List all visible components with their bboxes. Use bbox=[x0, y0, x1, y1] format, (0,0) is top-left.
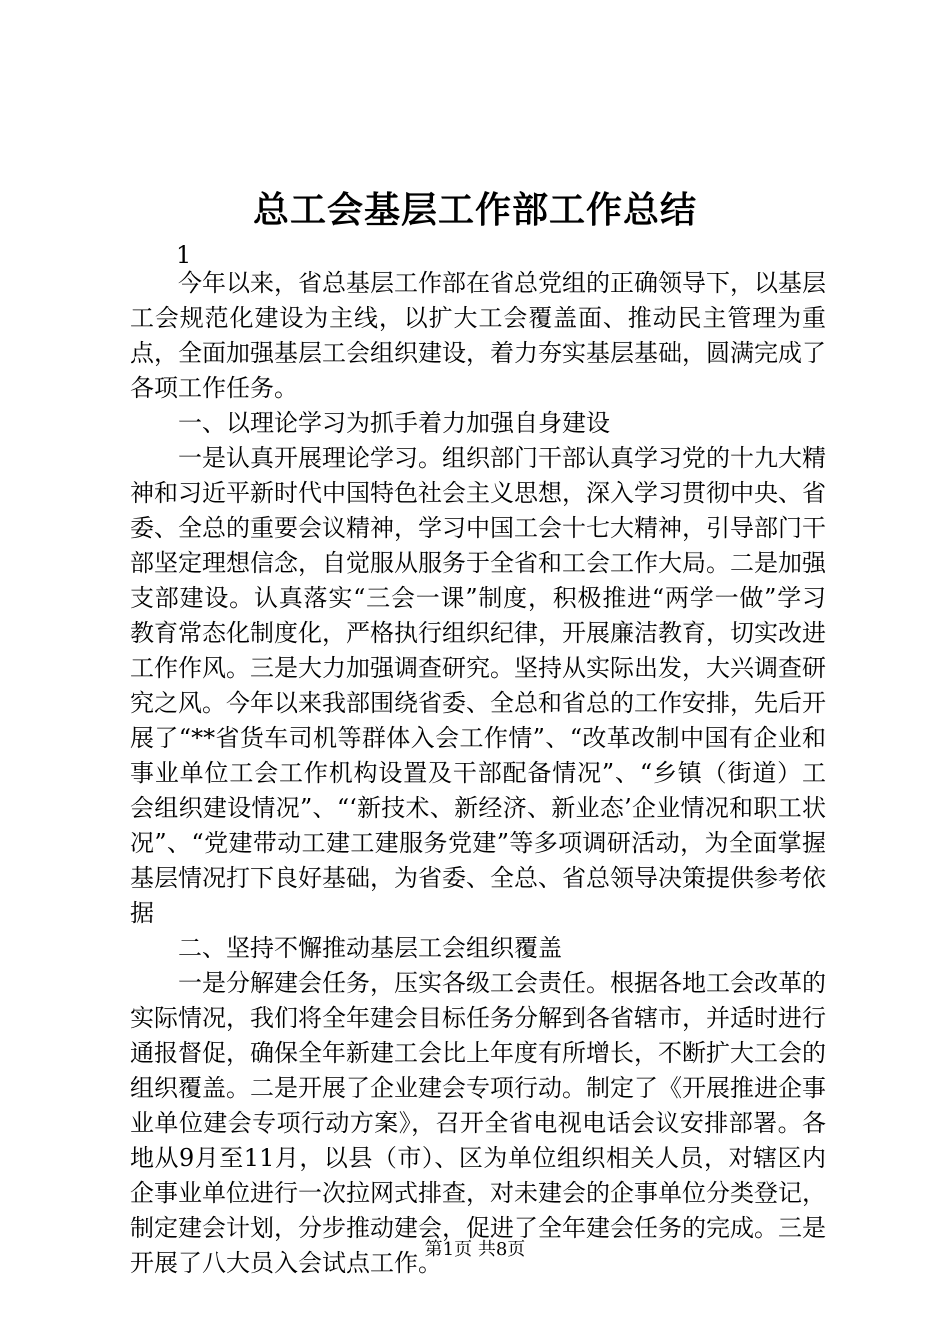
page-footer: 第1页 共8页 bbox=[424, 1239, 526, 1260]
paragraph-intro: 今年以来，省总基层工作部在省总党组的正确领导下，以基层工会规范化建设为主线，以扩大工会覆盖面、推动民主管理为重点，全面加强基层工会组织建设，着力夯实基层基础，圆满完成了各项工作任务。 bbox=[130, 269, 826, 402]
heading-section-2: 二、坚持不懈推动基层工会组织覆盖 bbox=[178, 934, 562, 962]
paragraph-section-2: 一是分解建会任务，压实各级工会责任。根据各地工会改革的实际情况，我们将全年建会目标任务分解到各省辖市，并适时进行通报督促，确保全年新建工会比上年度有所增长，不断扩大工会的组织覆盖。二是开展了企业建会专项行动。制定了《开展推进企事业单位建会专项行动方案》，召开全省电视电话会议安排部署。各地从9月至11月，以县（市）、区为单位组织相关人员，对辖区内企事业单位进行一次拉网式排查，对未建会的企事单位分类登记，制定建会计划，分步推动建会，促进了全年建会任务的完成。三是开展了八大员入会试点工作。 bbox=[130, 969, 826, 1277]
document-title: 总工会基层工作部工作总结 bbox=[252, 189, 697, 231]
section-marker: 1 bbox=[176, 241, 192, 269]
paragraph-section-1: 一是认真开展理论学习。组织部门干部认真学习党的十九大精神和习近平新时代中国特色社会主义思想，深入学习贯彻中央、省委、全总的重要会议精神，学习中国工会十七大精神，引导部门干部坚定理想信念，自觉服从服务于全省和工会工作大局。二是加强支部建设。认真落实“三会一课”制度，积极推进“两学一做”学习教育常态化制度化，严格执行组织纪律，开展廉洁教育，切实改进工作作风。三是大力加强调查研究。坚持从实际出发，大兴调查研究之风。今年以来我部围绕省委、全总和省总的工作安排，先后开展了“**省货车司机等群体入会工作情”、“改革改制中国有企业和事业单位工会工作机构设置及干部配备情况”、“乡镇（街道）工会组织建设情况”、“‘新技术、新经济、新业态’企业情况和职工状况”、“党建带动工建工建服务党建”等多项调研活动，为全面掌握基层情况打下良好基础，为省委、全总、省总领导决策提供参考依据 bbox=[130, 444, 826, 927]
document-body bbox=[130, 266, 826, 1281]
heading-section-1: 一、以理论学习为抓手着力加强自身建设 bbox=[178, 409, 610, 437]
